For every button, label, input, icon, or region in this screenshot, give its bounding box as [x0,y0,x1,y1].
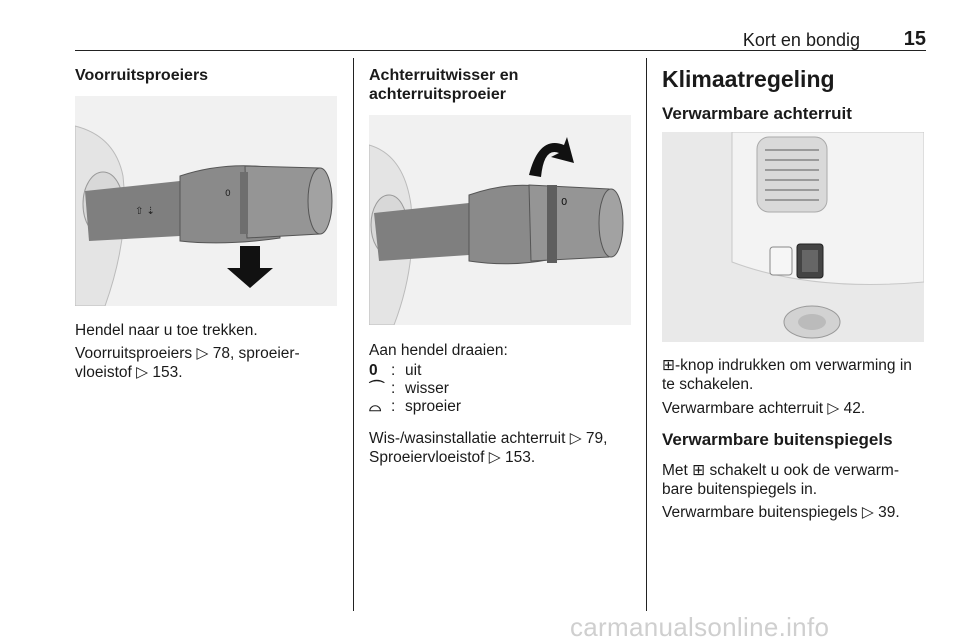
svg-text:0: 0 [561,197,568,208]
windscreen-washer-ref-line2: vloeistof ▷ 153. [75,364,183,381]
mirror-heat-line2: bare buitenspiegels in. [662,481,818,498]
legend-text-wiper: wisser [405,380,449,397]
legend-row-off [369,362,639,380]
legend-colon: : [391,398,396,415]
rotate-lever-intro: Aan hendel draaien: [369,342,508,359]
lever-pull-illustration [75,96,337,306]
heading-klimaatregeling: Klimaatregeling [662,66,835,92]
rear-wiper-legend [369,362,639,416]
watermark: carmanualsonline.info [570,612,830,642]
rear-wash-ref-line1: Wis-/wasinstallatie achterruit ▷ 79, [369,430,608,447]
page-number: 15 [903,28,926,50]
dashboard-button-illustration [662,132,924,342]
subheading-verwarmbare-buitenspiegels: Verwarmbare buitenspiegels [662,430,893,449]
heading-voorruitsproeiers: Voorruitsproeiers [75,67,209,84]
rear-heat-ref: Verwarmbare achterruit ▷ 42. [662,400,866,417]
header-rule [75,50,926,51]
column-divider-1 [353,58,354,611]
windscreen-washer-ref-line1: Voorruitsproeiers ▷ 78, sproeier- [75,345,300,362]
legend-symbol-off: 0 [369,362,378,379]
mirror-heat-text: schakelt u ook de verwarm- [709,462,899,479]
rear-heat-instruction-line1 [662,356,912,375]
washer-icon: ⌓ [369,398,382,415]
lever-rotate-illustration [369,115,631,325]
legend-colon: : [391,380,396,397]
rear-heat-text-1: -knop indrukken om verwarming in [675,357,912,374]
legend-colon: : [391,362,396,379]
legend-text-off: uit [405,362,422,379]
running-header-title: Kort en bondig [742,30,860,50]
heated-rear-window-icon: ⊞ [692,462,706,479]
rear-heat-instruction-line2: te schakelen. [662,376,754,393]
mirror-heat-ref: Verwarmbare buitenspiegels ▷ 39. [662,504,900,521]
heading-achterruitwisser-line2: achterruitsproeier [369,86,506,103]
legend-row-washer [369,398,639,416]
pull-lever-instruction: Hendel naar u toe trekken. [75,322,258,339]
svg-text:⇧ ⇣: ⇧ ⇣ [135,206,155,217]
rear-wash-ref-line2: Sproeiervloeistof ▷ 153. [369,449,536,466]
legend-text-washer: sproeier [405,398,461,415]
mirror-heat-prefix: Met [662,462,688,479]
mirror-heat-line1 [662,461,899,480]
windscreen-washer-lever-figure [75,96,337,306]
svg-text:0: 0 [225,189,231,199]
legend-row-wiper [369,380,639,398]
heading-achterruitwisser-line1: Achterruitwisser en [369,67,519,84]
wiper-icon: ⌒ [369,380,385,397]
column-divider-2 [646,58,647,611]
rear-wiper-lever-figure [369,115,631,325]
heated-rear-window-icon: ⊞ [662,357,675,374]
heated-rear-window-figure [662,132,924,342]
subheading-verwarmbare-achterruit: Verwarmbare achterruit [662,104,852,123]
